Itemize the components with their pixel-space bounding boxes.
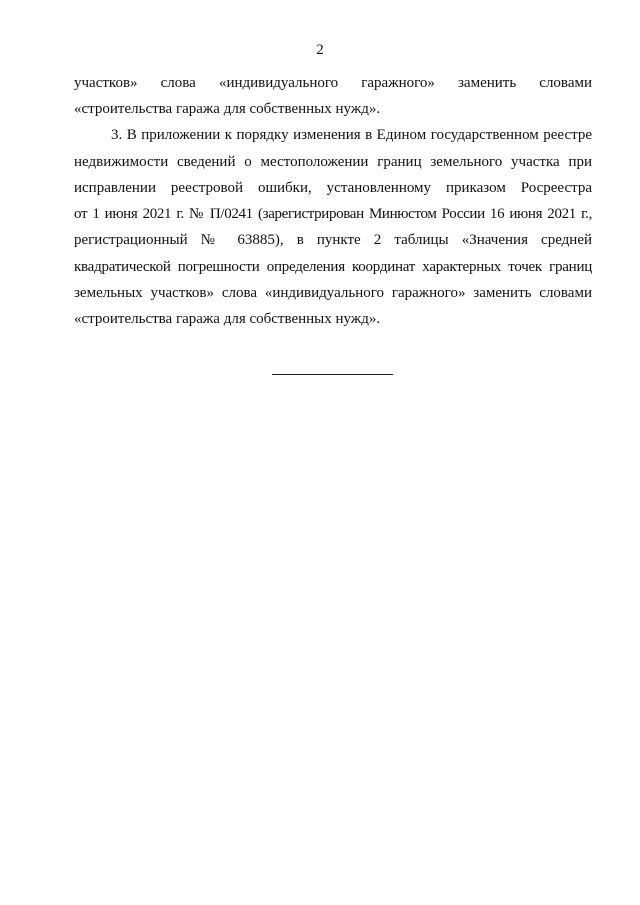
text-line: 3. В приложении к порядку изменения в Едином государственном реестре (111, 127, 592, 143)
text-line: квадратической погрешности определения координат характерных точек границ (74, 259, 592, 275)
text-line: участков» слова «индивидуального гаражного» заменить словами (74, 75, 592, 91)
text-line: от 1 июня 2021 г. № П/0241 (зарегистрирован Минюстом России 16 июня 2021 г., (74, 206, 592, 222)
text-line: недвижимости сведений о местоположении границ земельного участка при (74, 154, 592, 170)
text-line: земельных участков» слова «индивидуального гаражного» заменить словами (74, 285, 592, 301)
text-line: исправлении реестровой ошибки, установленному приказом Росреестра (74, 180, 592, 196)
page-number: 2 (316, 42, 324, 58)
end-separator-line (272, 374, 393, 375)
text-line: «строительства гаража для собственных нужд». (74, 311, 381, 327)
text-line: «строительства гаража для собственных нужд». (74, 101, 381, 117)
text-line: регистрационный № 63885), в пункте 2 таблицы «Значения средней (74, 232, 592, 248)
